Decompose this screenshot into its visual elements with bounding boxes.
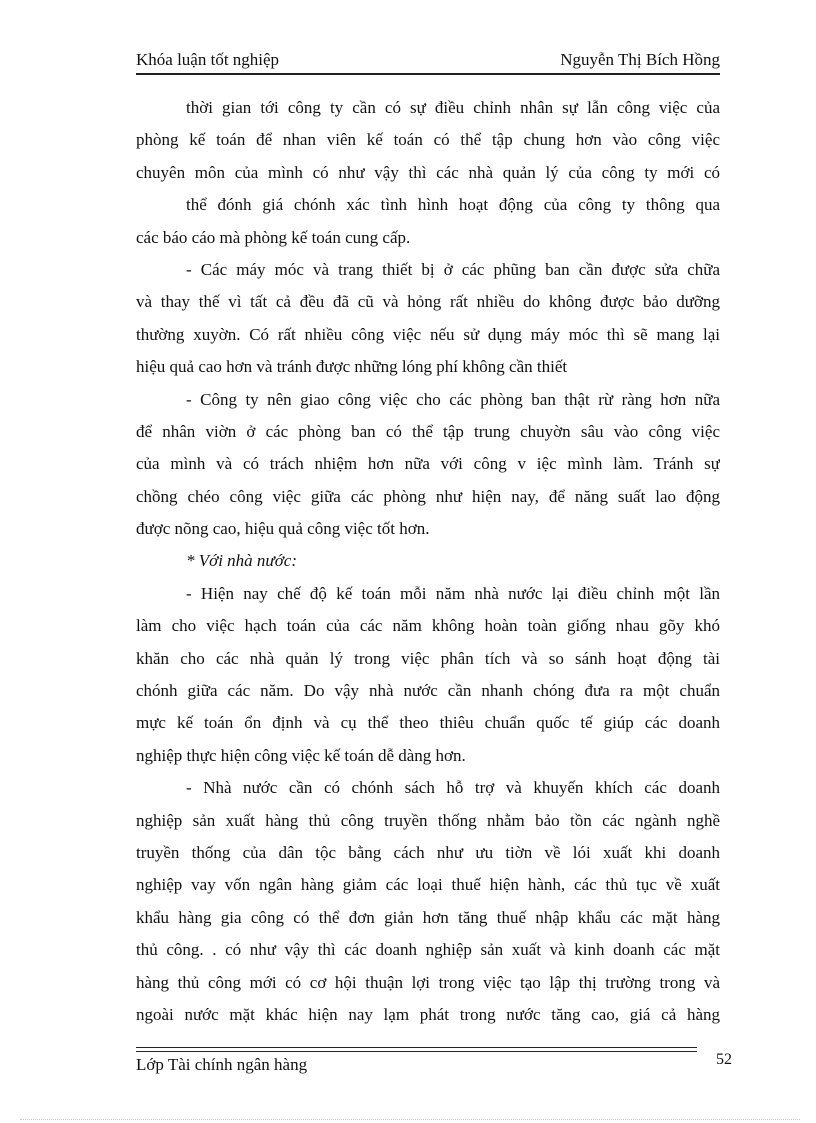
- page-number: 52: [716, 1051, 732, 1068]
- body-text: [136, 92, 720, 1031]
- text-line: - Các máy móc và trang thiết bị ở các phũng ban cần được sửa chữa: [186, 259, 720, 279]
- text-line: chuyên môn của mình có như vậy thì các nhà quản lý của công ty mới có: [136, 162, 720, 182]
- text-line: nghiệp sản xuất hàng thủ công truyền thống nhằm bảo tồn các ngành nghề: [136, 810, 720, 830]
- text-line: - Hiện nay chế độ kế toán mỗi năm nhà nước lại điều chỉnh một lần: [186, 583, 720, 603]
- text-line: thủ công. . có như vậy thì các doanh nghiệp sản xuất và kinh doanh các mặt: [136, 940, 720, 960]
- text-line: ngoài nước mặt khác hiện nay lạm phát trong nước tăng cao, giá cả hàng: [136, 1004, 720, 1024]
- text-line: thể đónh giá chónh xác tình hình hoạt động của công ty thông qua: [186, 195, 720, 215]
- text-line: của mình và có trách nhiệm hơn nữa với công v iệc mình làm. Tránh sự: [136, 454, 720, 474]
- page-header: [136, 49, 720, 75]
- page-bottom-dotted-rule: [20, 1119, 800, 1120]
- section-heading: * Với nhà nước:: [186, 551, 297, 571]
- footer-divider: [136, 1047, 697, 1052]
- text-line: chồng chéo công việc giữa các phòng như hiện nay, để năng suất lao động: [136, 486, 720, 506]
- text-line: thời gian tới công ty cần có sự điều chỉnh nhân sự lẫn công việc của: [186, 98, 720, 117]
- text-line: nghiệp vay vốn ngân hàng giảm các loại thuế hiện hành, các thủ tục về xuất: [136, 875, 720, 895]
- text-line: mực kế toán ổn định và cụ thể theo thiêu chuẩn quốc tế giúp các doanh: [136, 713, 720, 733]
- footer-class-label: Lớp Tài chính ngân hàng: [136, 1055, 308, 1074]
- text-line: khăn cho các nhà quản lý trong việc phân tích và so sánh hoạt động tài: [136, 648, 720, 668]
- header-author-name: Nguyễn Thị Bích Hồng: [560, 50, 720, 69]
- text-line: làm cho việc hạch toán của các năm không hoàn toàn giống nhau gõy khó: [136, 616, 720, 636]
- text-line: để nhân viờn ở các phòng ban có thể tập trung chuyờn sâu vào công việc: [136, 421, 720, 441]
- text-line: truyền thống của dân tộc bằng cách như ưu tiờn về lói xuất khi doanh: [136, 842, 720, 862]
- text-line: các báo cáo mà phòng kế toán cung cấp.: [136, 227, 411, 247]
- text-line: nghiệp thực hiện công việc kế toán dễ dàng hơn.: [136, 745, 466, 765]
- text-line: và thay thế vì tất cả đều đã cũ và hỏng rất nhiều do không được bảo dưỡng: [136, 292, 720, 312]
- text-line: chónh giữa các năm. Do vậy nhà nước cần nhanh chóng đưa ra một chuẩn: [136, 681, 720, 701]
- text-line: thường xuyờn. Có rất nhiều công việc nếu sử dụng máy móc thì sẽ mang lại: [136, 324, 720, 344]
- text-line: phòng kế toán để nhan viên kế toán có thể tập chung hơn vào công việc: [136, 130, 720, 150]
- text-line: khẩu hàng gia công có thể đơn giản hơn tăng thuế nhập khẩu các mặt hàng: [136, 907, 720, 927]
- text-line: hàng thủ công mới có cơ hội thuận lợi trong việc tạo lập thị trường trong và: [136, 972, 720, 992]
- text-line: - Nhà nước cần có chónh sách hỗ trợ và khuyến khích các doanh: [186, 778, 720, 798]
- text-line: được nõng cao, hiệu quả công việc tốt hơn.: [136, 519, 430, 539]
- text-line: - Công ty nên giao công việc cho các phòng ban thật rừ ràng hơn nữa: [186, 389, 720, 409]
- header-thesis-label: Khóa luận tốt nghiệp: [136, 50, 280, 69]
- text-line: hiệu quả cao hơn và tránh được những lóng phí không cần thiết: [136, 357, 568, 377]
